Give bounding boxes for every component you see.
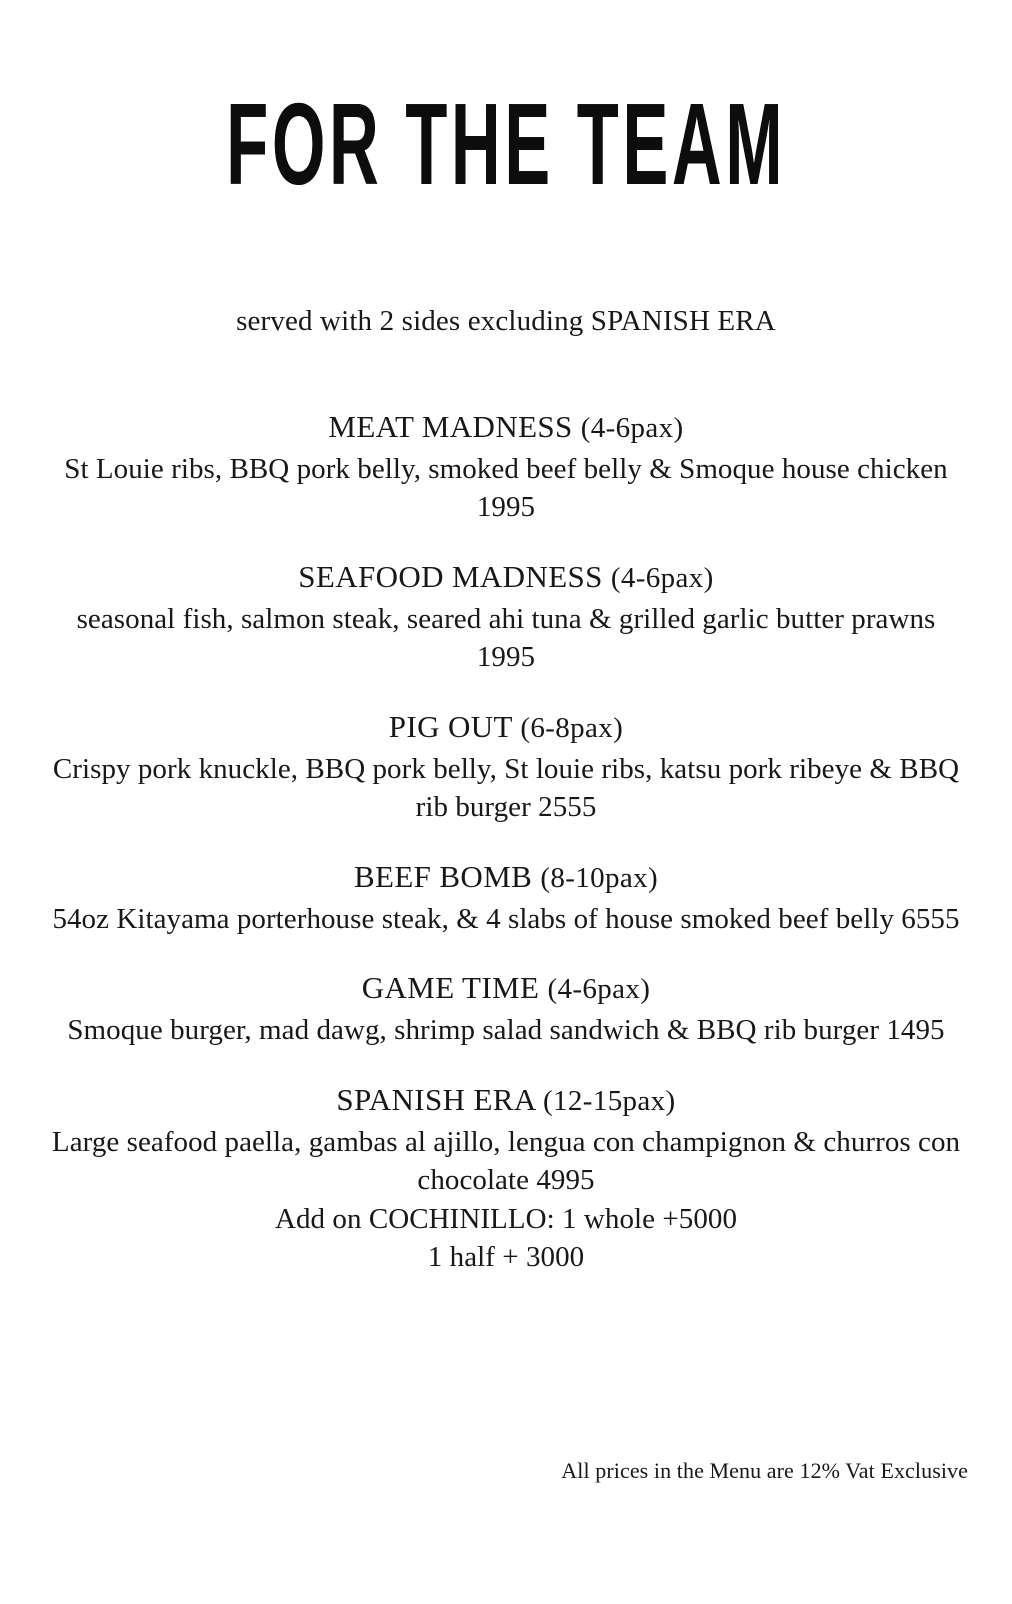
menu-item-addon-whole: Add on COCHINILLO: 1 whole +5000 <box>274 1202 738 1235</box>
menu-item-heading <box>41 557 971 598</box>
menu-item-description: St Louie ribs, BBQ pork belly, smoked beef belly & Smoque house chicken 1995 <box>64 452 948 524</box>
page-title: FOR THE TEAM <box>225 80 787 211</box>
menu-item-heading <box>41 707 971 748</box>
page-title-container <box>0 80 1012 211</box>
menu-item <box>41 857 971 938</box>
menu-item-pax: (8-10pax) <box>540 861 659 894</box>
menu-item-pax: (4-6pax) <box>610 561 714 594</box>
menu-item-heading <box>41 1080 971 1121</box>
menu-item <box>41 968 971 1049</box>
menu-item-addon-half: 1 half + 3000 <box>427 1241 585 1274</box>
menu-item-heading <box>41 857 971 898</box>
menu-item-name: GAME TIME <box>361 970 540 1006</box>
menu-item <box>41 1080 971 1277</box>
menu-item-description: Smoque burger, mad dawg, shrimp salad sandwich & BBQ rib burger 1495 <box>67 1014 945 1047</box>
menu-item-name: MEAT MADNESS <box>328 408 573 444</box>
menu-item-name: PIG OUT <box>388 708 513 744</box>
menu-item-pax: (4-6pax) <box>580 411 684 444</box>
menu-item-pax: (12-15pax) <box>543 1084 676 1117</box>
menu-item-list <box>41 407 971 1277</box>
menu-item-heading <box>41 407 971 448</box>
menu-item-pax: (4-6pax) <box>547 973 651 1006</box>
menu-item <box>41 707 971 827</box>
menu-item-description: seasonal fish, salmon steak, seared ahi tuna & grilled garlic butter prawns 1995 <box>76 602 936 674</box>
menu-item-description: Crispy pork knuckle, BBQ pork belly, St louie ribs, katsu pork ribeye & BBQ rib burger 2555 <box>52 752 960 824</box>
menu-item-name: BEEF BOMB <box>353 858 533 894</box>
menu-item-pax: (6-8pax) <box>520 711 624 744</box>
menu-item-description: 54oz Kitayama porterhouse steak, & 4 slabs of house smoked beef belly 6555 <box>52 902 960 935</box>
menu-item-name: SEAFOOD MADNESS <box>298 558 603 594</box>
menu-item-description: Large seafood paella, gambas al ajillo, lengua con champignon & churros con chocolate 4995 <box>51 1125 961 1197</box>
menu-item-heading <box>41 968 971 1009</box>
menu-item <box>41 557 971 677</box>
vat-note: All prices in the Menu are 12% Vat Exclusive <box>561 1458 968 1483</box>
menu-subtitle: served with 2 sides excluding SPANISH ERA <box>236 305 776 337</box>
menu-item-name: SPANISH ERA <box>336 1081 535 1117</box>
menu-item <box>41 407 971 527</box>
